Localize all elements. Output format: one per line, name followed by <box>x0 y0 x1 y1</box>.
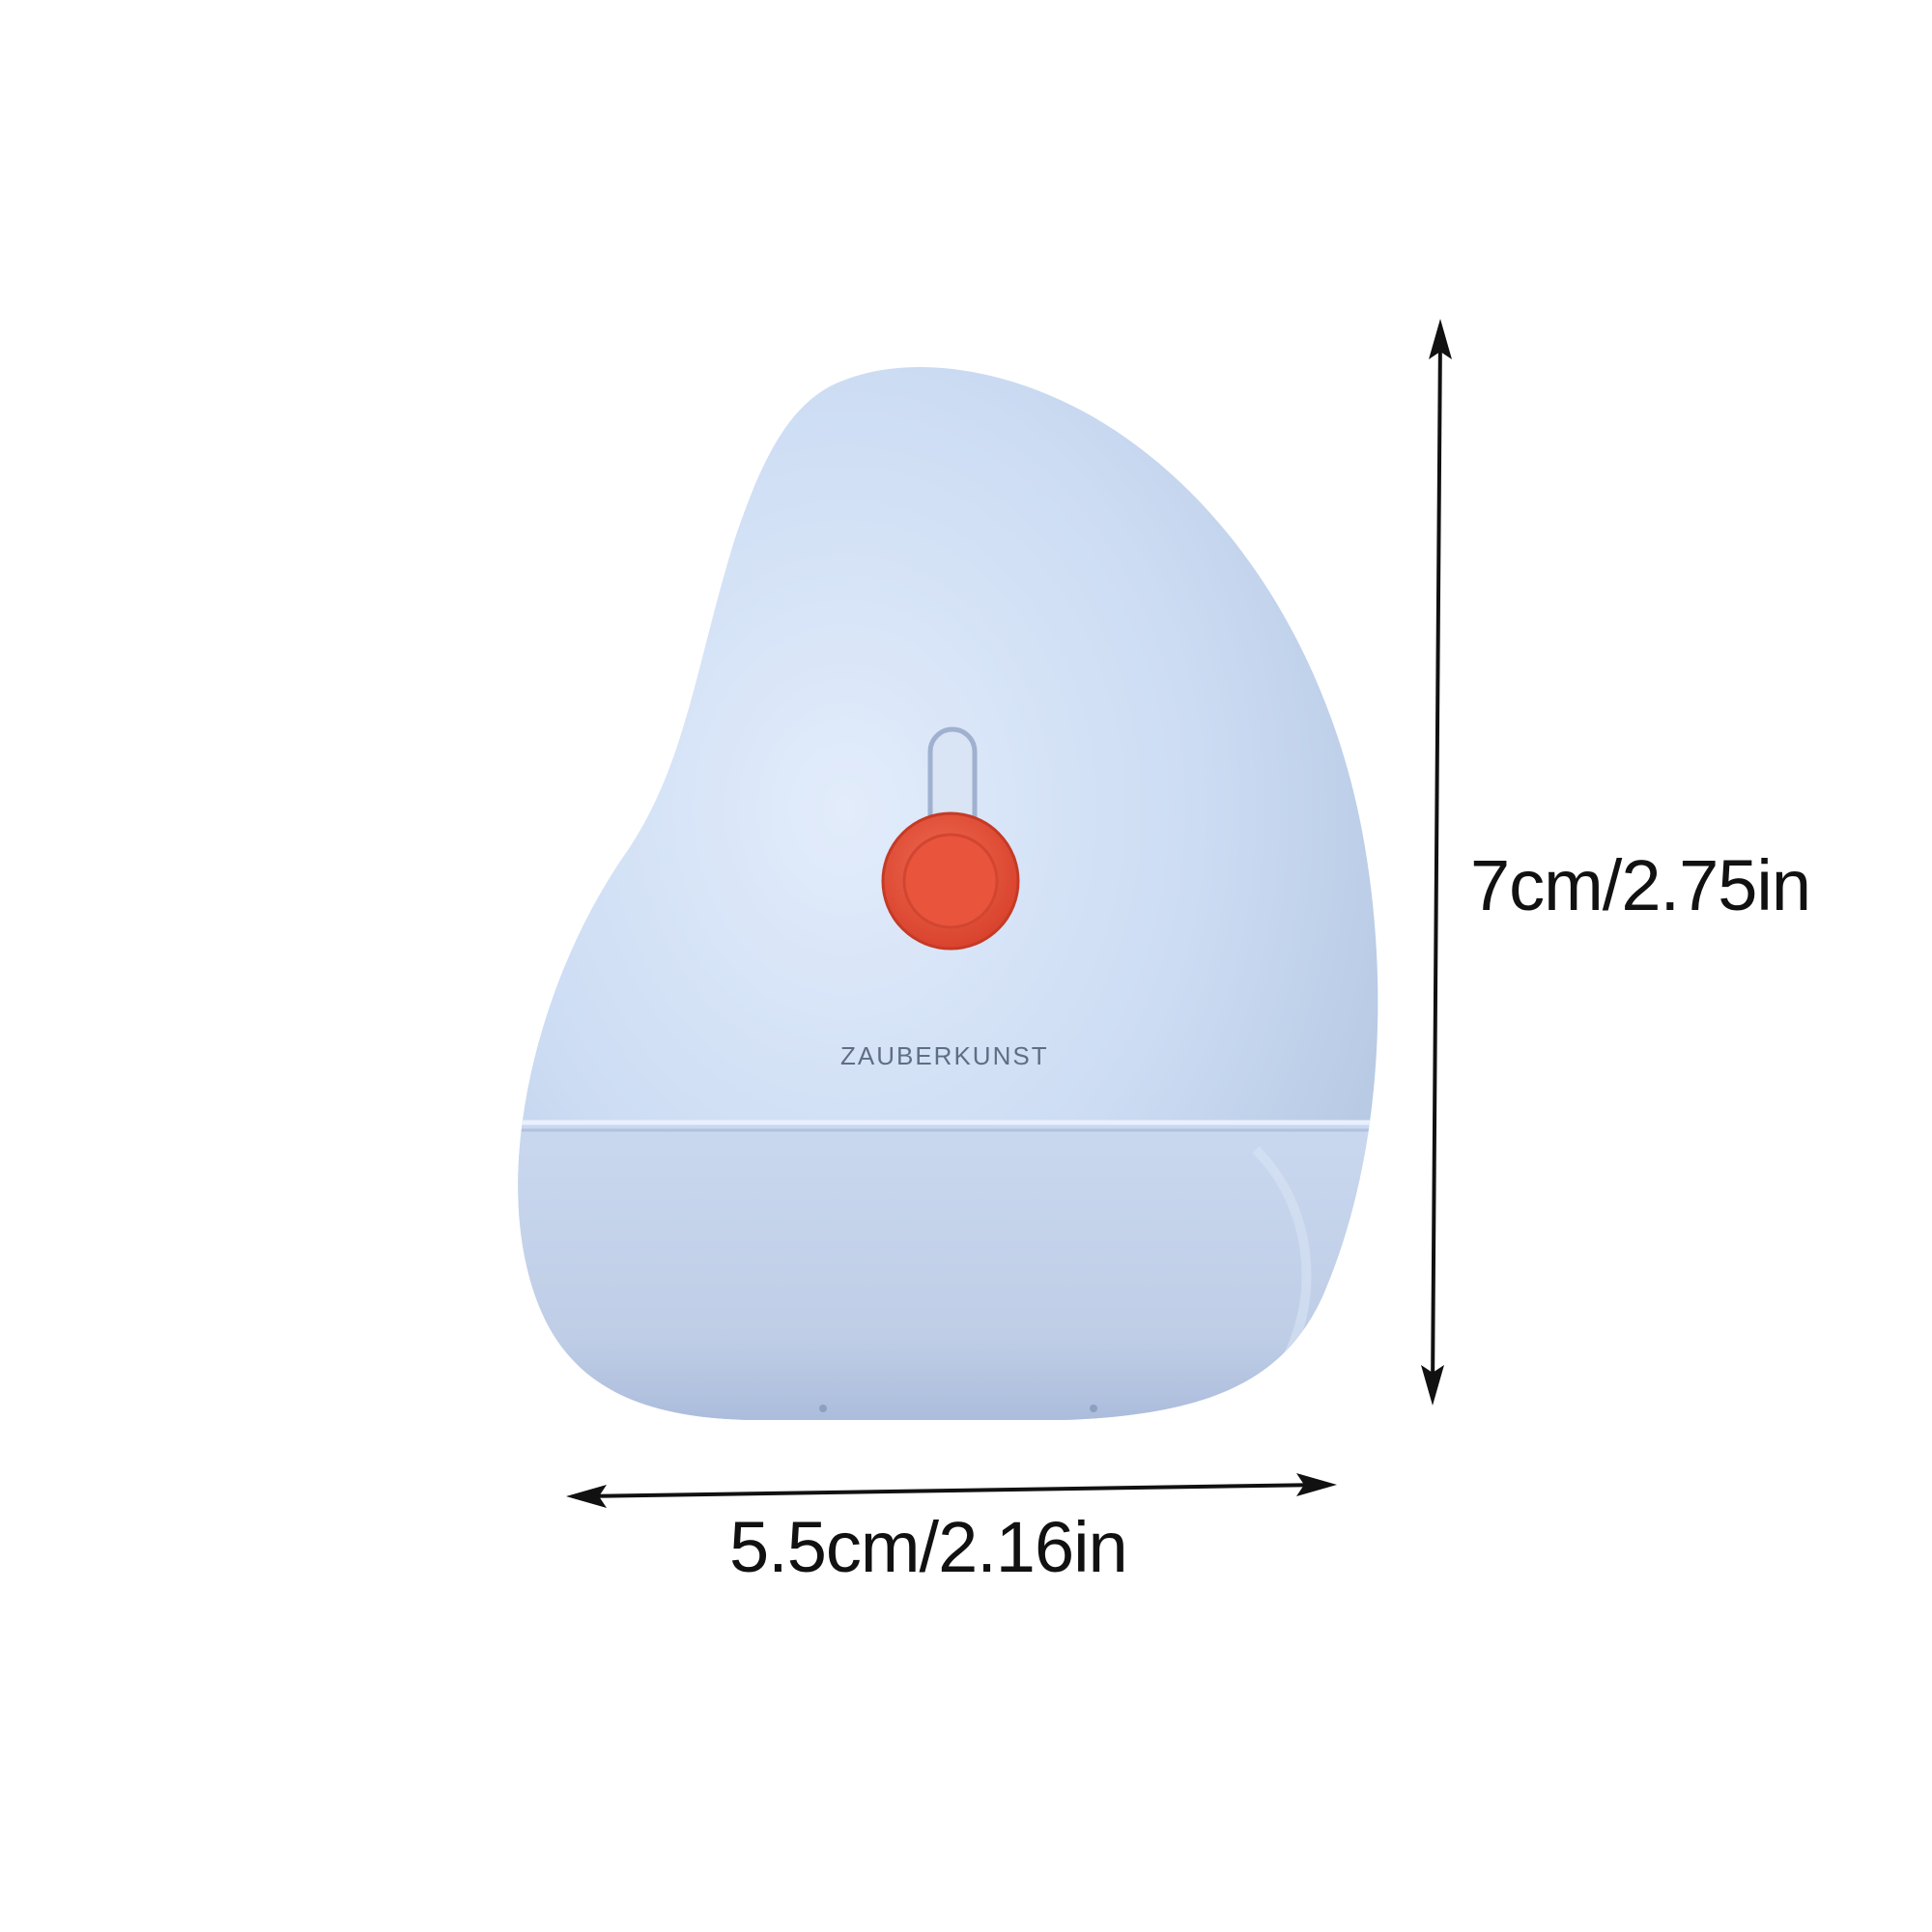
height-label: 7cm/2.75in <box>1470 845 1810 925</box>
brand-text: ZAUBERKUNST <box>840 1041 1049 1070</box>
device-base <box>483 1121 1410 1430</box>
slider-button[interactable] <box>883 813 1018 949</box>
height-arrow <box>1421 319 1452 1406</box>
width-arrow <box>566 1473 1337 1508</box>
width-label: 5.5cm/2.16in <box>729 1507 1127 1587</box>
